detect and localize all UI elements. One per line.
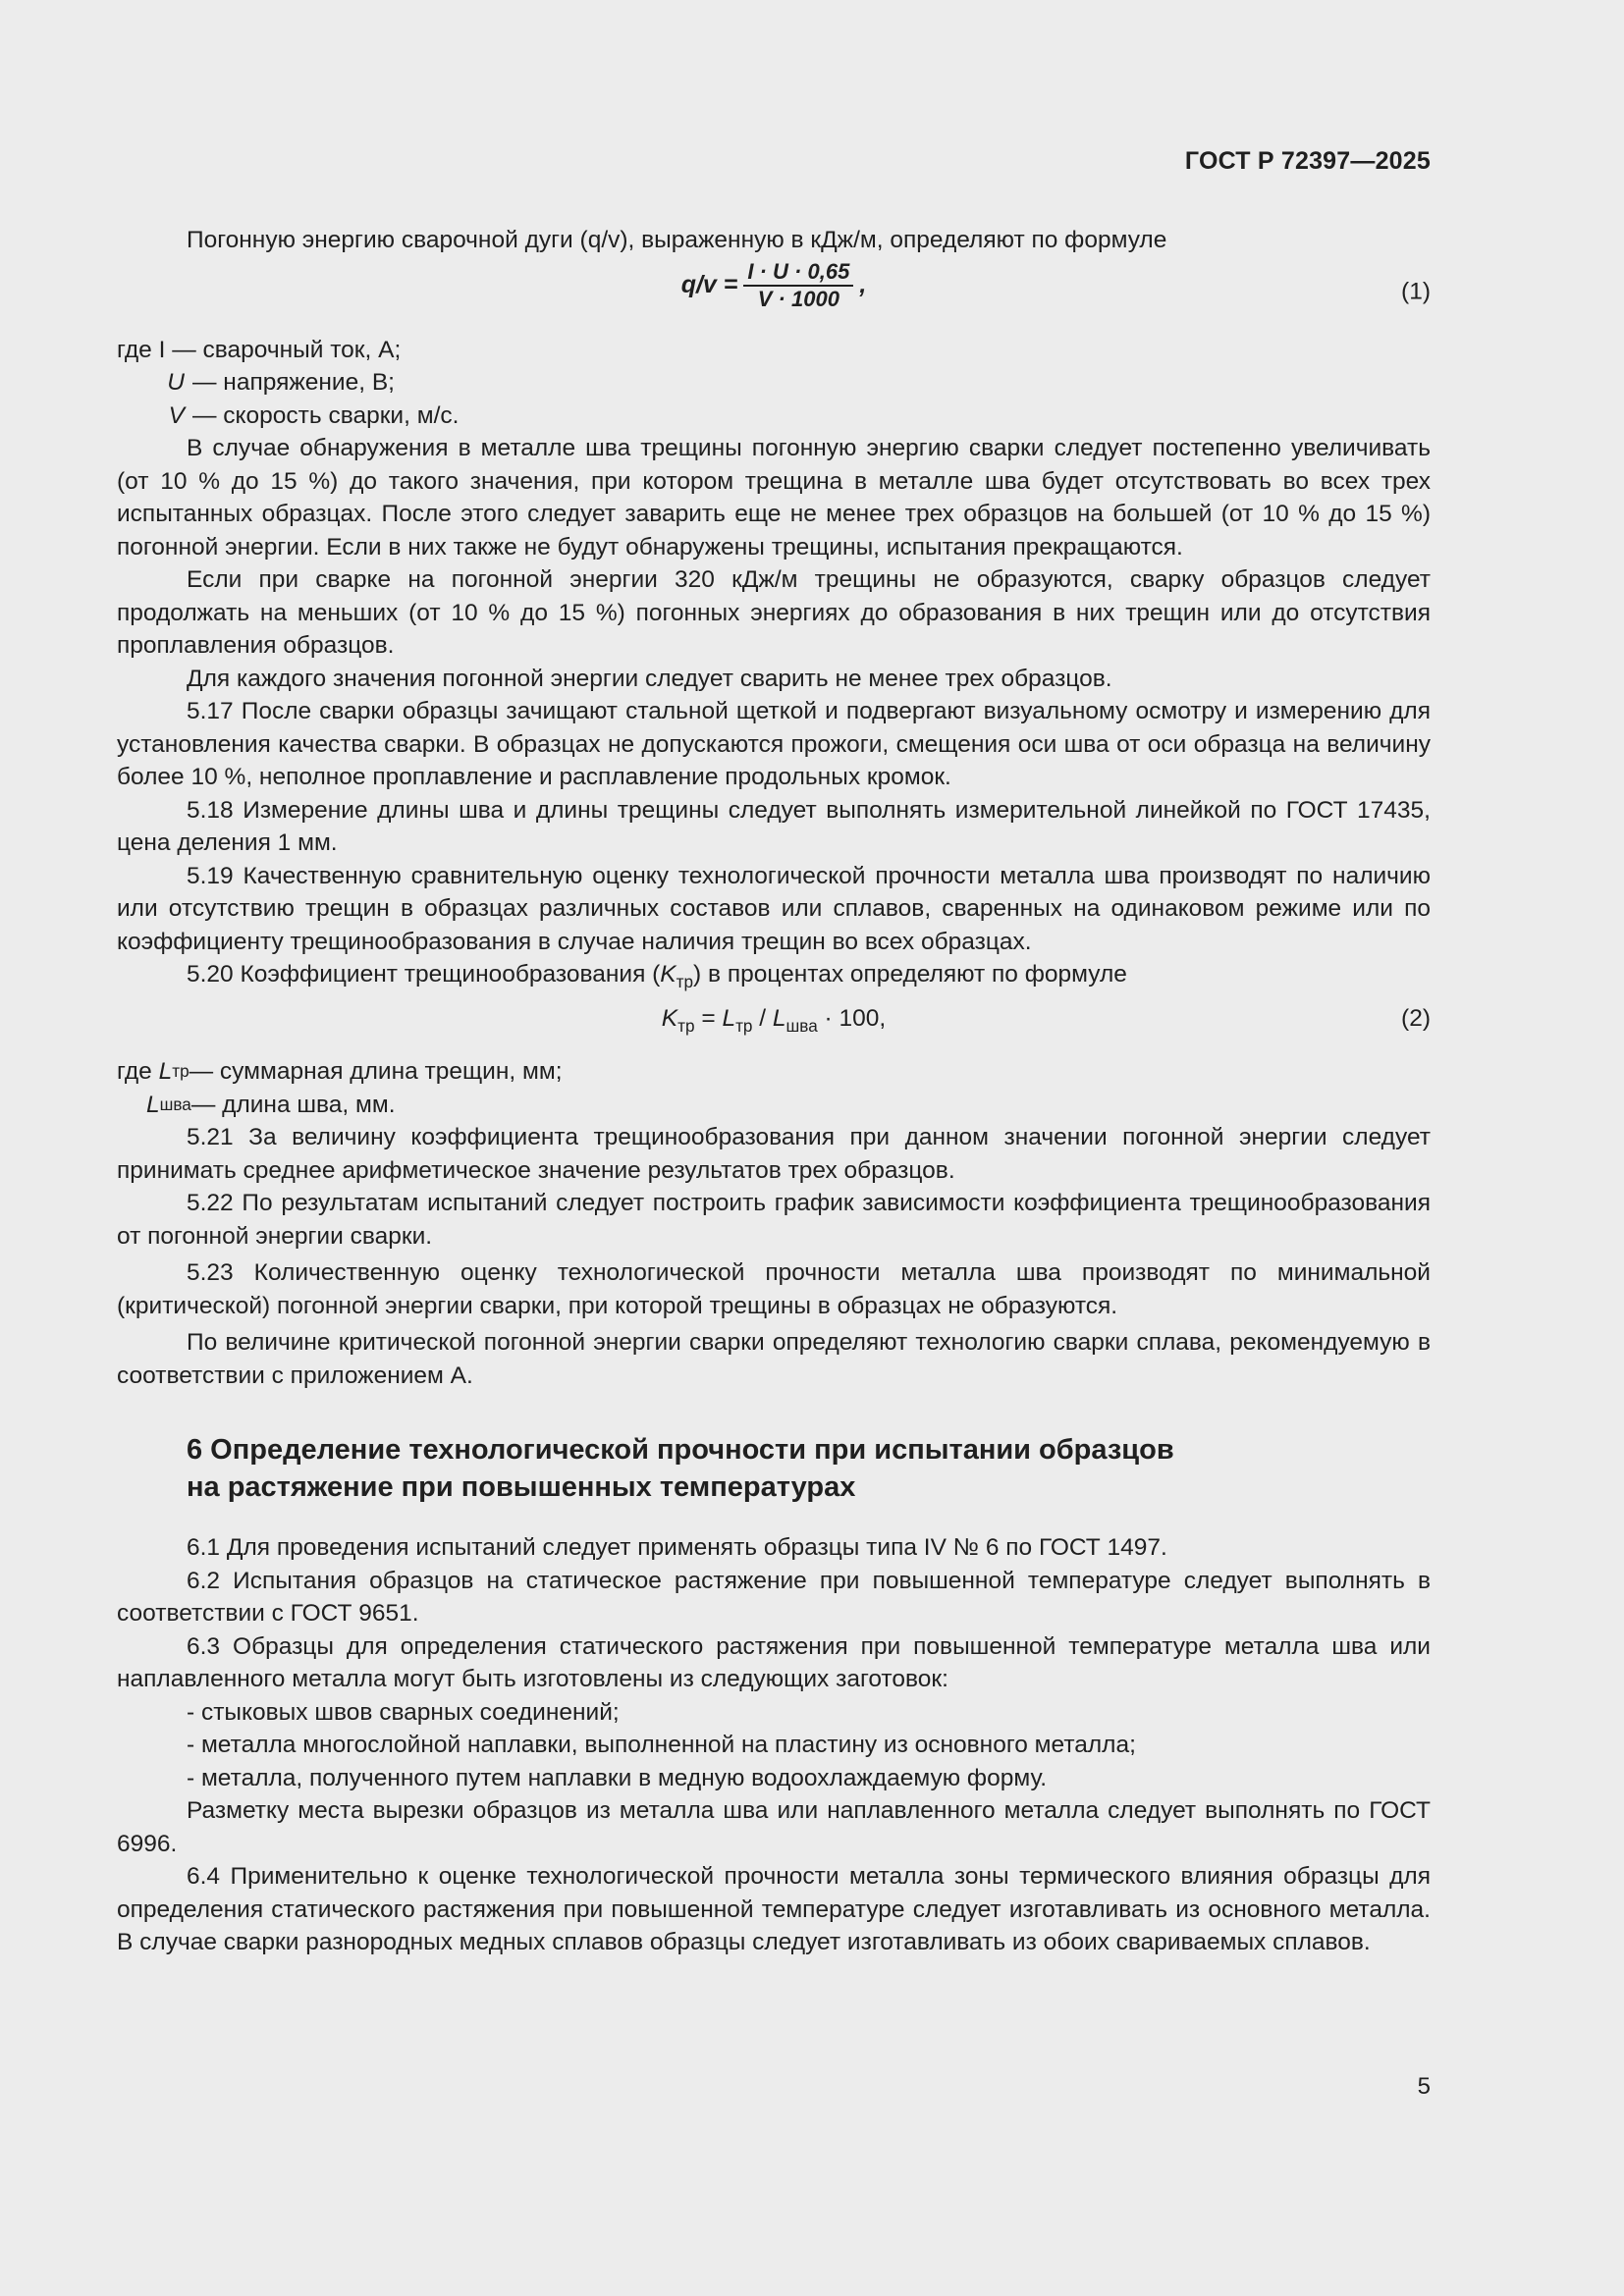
paragraph: Если при сварке на погонной энергии 320 кДж/м трещины не образуются, сварку образцов следует продолжать на меньших (от 10 % до 15 %) погонных энергиях до образования в них трещин или до отсутствия проплавления образцов. — [117, 566, 1431, 659]
list-item: - стыковых швов сварных соединений; — [187, 1698, 620, 1726]
formula-1-legend — [117, 334, 1431, 433]
formula-1-denominator: V · 1000 — [757, 286, 839, 311]
clause-5-23: 5.23 Количественную оценку технологической прочности металла шва производят по минимальной (критической) погонной энергии сварки, при которой трещины в образцах не образуются. — [117, 1259, 1431, 1319]
formula-1-expression — [681, 259, 867, 312]
legend-row — [117, 334, 1431, 367]
legend-symbol: L — [158, 1058, 173, 1086]
clause-6-1: 6.1 Для проведения испытаний следует применять образцы типа IV № 6 по ГОСТ 1497. — [187, 1534, 1167, 1562]
legend-description: — суммарная длина трещин, мм; — [189, 1058, 563, 1086]
formula-1-fraction — [743, 259, 853, 312]
paragraph: В случае обнаружения в металле шва трещины погонную энергию сварки следует постепенно увеличивать (от 10 % до 15 %) до такого значения, при котором трещина в металле шва будет отсутствовать во всех трех испытанных образцах. После этого следует заварить еще не менее трех образцов на большей (от 10 % до 15 %) погонной энергии. Если в них также не будут обнаружены трещины, испытания прекращаются. — [117, 435, 1431, 561]
clause-5-22: 5.22 По результатам испытаний следует построить график зависимости коэффициента трещинообразования от погонной энергии сварки. — [117, 1190, 1431, 1250]
legend-description: — длина шва, мм. — [190, 1091, 396, 1118]
intro-paragraph: Погонную энергию сварочной дуги (q/v), выраженную в кДж/м, определяют по формуле — [187, 227, 1167, 253]
legend-row: где L тр — суммарная длина трещин, мм; — [117, 1055, 1431, 1089]
formula-2-expression: $K_{тр} = L_{тр} / L_{шва} \cdot 100$, — [661, 1005, 887, 1037]
formula-2 — [117, 1002, 1431, 1041]
standard-header: ГОСТ Р 72397—2025 — [1184, 147, 1431, 175]
formula-1-tail: , — [859, 270, 867, 298]
list-item: - металла многослойной наплавки, выполненной на пластину из основного металла; — [187, 1732, 1136, 1759]
clause-5-20: 5.20 Коэффициент трещинообразования $(K_{тр})$ в процентах определяют по формуле — [187, 961, 1127, 991]
legend-row — [117, 400, 1431, 433]
legend-row: L шва — длина шва, мм. — [117, 1089, 1431, 1122]
legend-description: — напряжение, В; — [192, 369, 395, 396]
paragraph: Разметку места вырезки образцов из металла шва или наплавленного металла следует выполнять по ГОСТ 6996. — [117, 1797, 1431, 1857]
legend-description: — сварочный ток, А; — [172, 336, 402, 363]
list-item: - металла, полученного путем наплавки в медную водоохлаждаемую форму. — [187, 1764, 1048, 1791]
paragraph: Для каждого значения погонной энергии следует сварить не менее трех образцов. — [187, 665, 1112, 692]
formula-2-legend — [117, 1055, 1431, 1121]
formula-1-lhs: q/v = — [680, 270, 738, 298]
legend-symbol: где I — [117, 336, 166, 363]
formula-1 — [117, 259, 1431, 324]
legend-symbol: L — [146, 1091, 160, 1118]
clause-6-3: 6.3 Образцы для определения статического растяжения при повышенной температуре металла шва или наплавленного металла могут быть изготовлены из следующих заготовок: — [117, 1632, 1431, 1693]
page-number: 5 — [1417, 2073, 1431, 2100]
clause-5-18: 5.18 Измерение длины шва и длины трещины следует выполнять измерительной линейкой по ГОСТ 17435, цена деления 1 мм. — [117, 796, 1431, 856]
section-6-heading: 6 Определение технологической прочности при испытании образцов на растяжение при повышенных температурах — [187, 1434, 1174, 1504]
formula-1-number: (1) — [1401, 277, 1431, 304]
clause-5-17: 5.17 После сварки образцы зачищают стальной щеткой и подвергают визуальному осмотру и измерению для установления качества сварки. В образцах не допускаются прожоги, смещения оси шва от оси образца на величину более 10 %, неполное проплавление и расплавление продольных кромок. — [117, 698, 1431, 790]
legend-row — [117, 366, 1431, 400]
clause-6-2: 6.2 Испытания образцов на статическое растяжение при повышенной температуре следует выполнять в соответствии с ГОСТ 9651. — [117, 1567, 1431, 1628]
formula-2-number: (2) — [1401, 1005, 1431, 1033]
clause-6-4: 6.4 Применительно к оценке технологической прочности металла зоны термического влияния образцы для определения статического растяжения при повышенной температуре следует изготавливать из основного металла. В случае сварки разнородных медных сплавов образцы следует изготавливать из обоих свариваемых сплавов. — [117, 1863, 1431, 1956]
document-body — [117, 224, 1431, 1959]
legend-symbol: V — [168, 401, 185, 429]
clause-5-19: 5.19 Качественную сравнительную оценку технологической прочности металла шва производят по наличию или отсутствию трещин в образцах различных составов или сплавов, сваренных на одинаковом режиме или по коэффициенту трещинообразования в случае наличия трещин во всех образцах. — [117, 862, 1431, 955]
paragraph: По величине критической погонной энергии сварки определяют технологию сварки сплава, рекомендуемую в соответствии с приложением А. — [117, 1329, 1431, 1389]
legend-description: — скорость сварки, м/с. — [192, 401, 460, 429]
formula-1-numerator: I · U · 0,65 — [743, 259, 853, 287]
clause-5-21: 5.21 За величину коэффициента трещинообразования при данном значении погонной энергии следует принимать среднее арифметическое значение результатов трех образцов. — [117, 1124, 1431, 1184]
legend-symbol: U — [167, 369, 185, 396]
